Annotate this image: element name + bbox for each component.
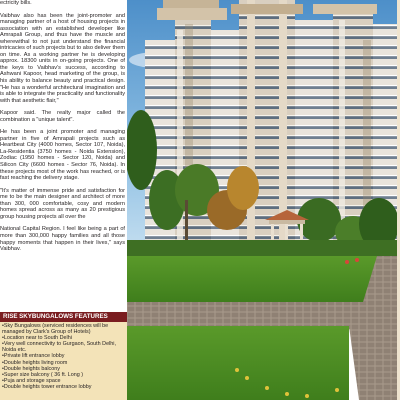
article-paragraph: He has been a joint promoter and managing partner in five of Amrapali projects such as Heartbeat City (4000 homes, Sector 107, Noida), La-Residentia (3750 homes - Noida Extension), Zodiac (1950 homes - Sector 120, Noida) and Silicon City (6600 homes - Sector 76, Noida). In these projects most of the work has reached, or is fast reaching the delivery stage. xyxy=(0,129,125,182)
article-paragraph: Vaibhav also has been the joint-promoter and managing partner of a host of housing projects in association with an established developer like Amrapali Group, and thus have the muscle and wherewithal to not just understand the financial intricacies of such projects but to also deliver them on time. As a working partner he is developing approx. 18300 units in on-going projects. One of the keys to Vaibhav's success, according to Ashwani Kapoor, head marketing of the group, is his ability to balance beauty and practical design. "He has a wonderful architectural imagination and is able to integrate the practicality and functionality with that aesthetic flair," xyxy=(0,12,125,104)
feature-item: • Super size balcony ( 36 ft. Long ) xyxy=(2,372,126,378)
feature-item: • Location near to South Delhi xyxy=(2,335,126,341)
feature-item: • Private lift entrance lobby xyxy=(2,353,126,359)
article-paragraph: "It's matter of immense pride and satisfaction for me to be the main designer and architect of more than 300, 000 comfortable, cosy and modern homes spread across as many as 20 prestigious group housing projects all over the xyxy=(0,187,125,220)
features-box xyxy=(0,312,128,400)
pathway xyxy=(349,326,400,400)
article-paragraph: National Capital Region. I feel like being a part of more than 300,000 happy families and all those happy moments that happen in their lives," says Vaibhav. xyxy=(0,226,125,253)
features-list xyxy=(0,322,128,390)
article-paragraph: ectricity bills. xyxy=(0,0,32,6)
pathway xyxy=(127,302,400,330)
building-photo xyxy=(127,0,400,400)
feature-item: • Puja and storage space xyxy=(2,378,126,384)
lawn xyxy=(127,256,400,302)
feature-item: • Very well connectivity to Gurgaon, South Delhi, Noida etc. xyxy=(2,341,126,353)
feature-item: • Double heights tower entrance lobby xyxy=(2,384,126,390)
feature-item: • Double heights living room xyxy=(2,360,126,366)
article-paragraph: Kapoor said. The realty major called the combination a "unique talent". xyxy=(0,110,125,123)
features-heading: RISE SKYBUNGALOWS FEATURES xyxy=(0,312,128,322)
hedge xyxy=(127,240,400,256)
lawn xyxy=(127,326,349,400)
feature-item: • Double heights balcony xyxy=(2,366,126,372)
article-column xyxy=(0,0,127,310)
feature-item: • Sky Bungalows (serviced residences will be managed by Clark's Group of Hotels) xyxy=(2,323,126,335)
